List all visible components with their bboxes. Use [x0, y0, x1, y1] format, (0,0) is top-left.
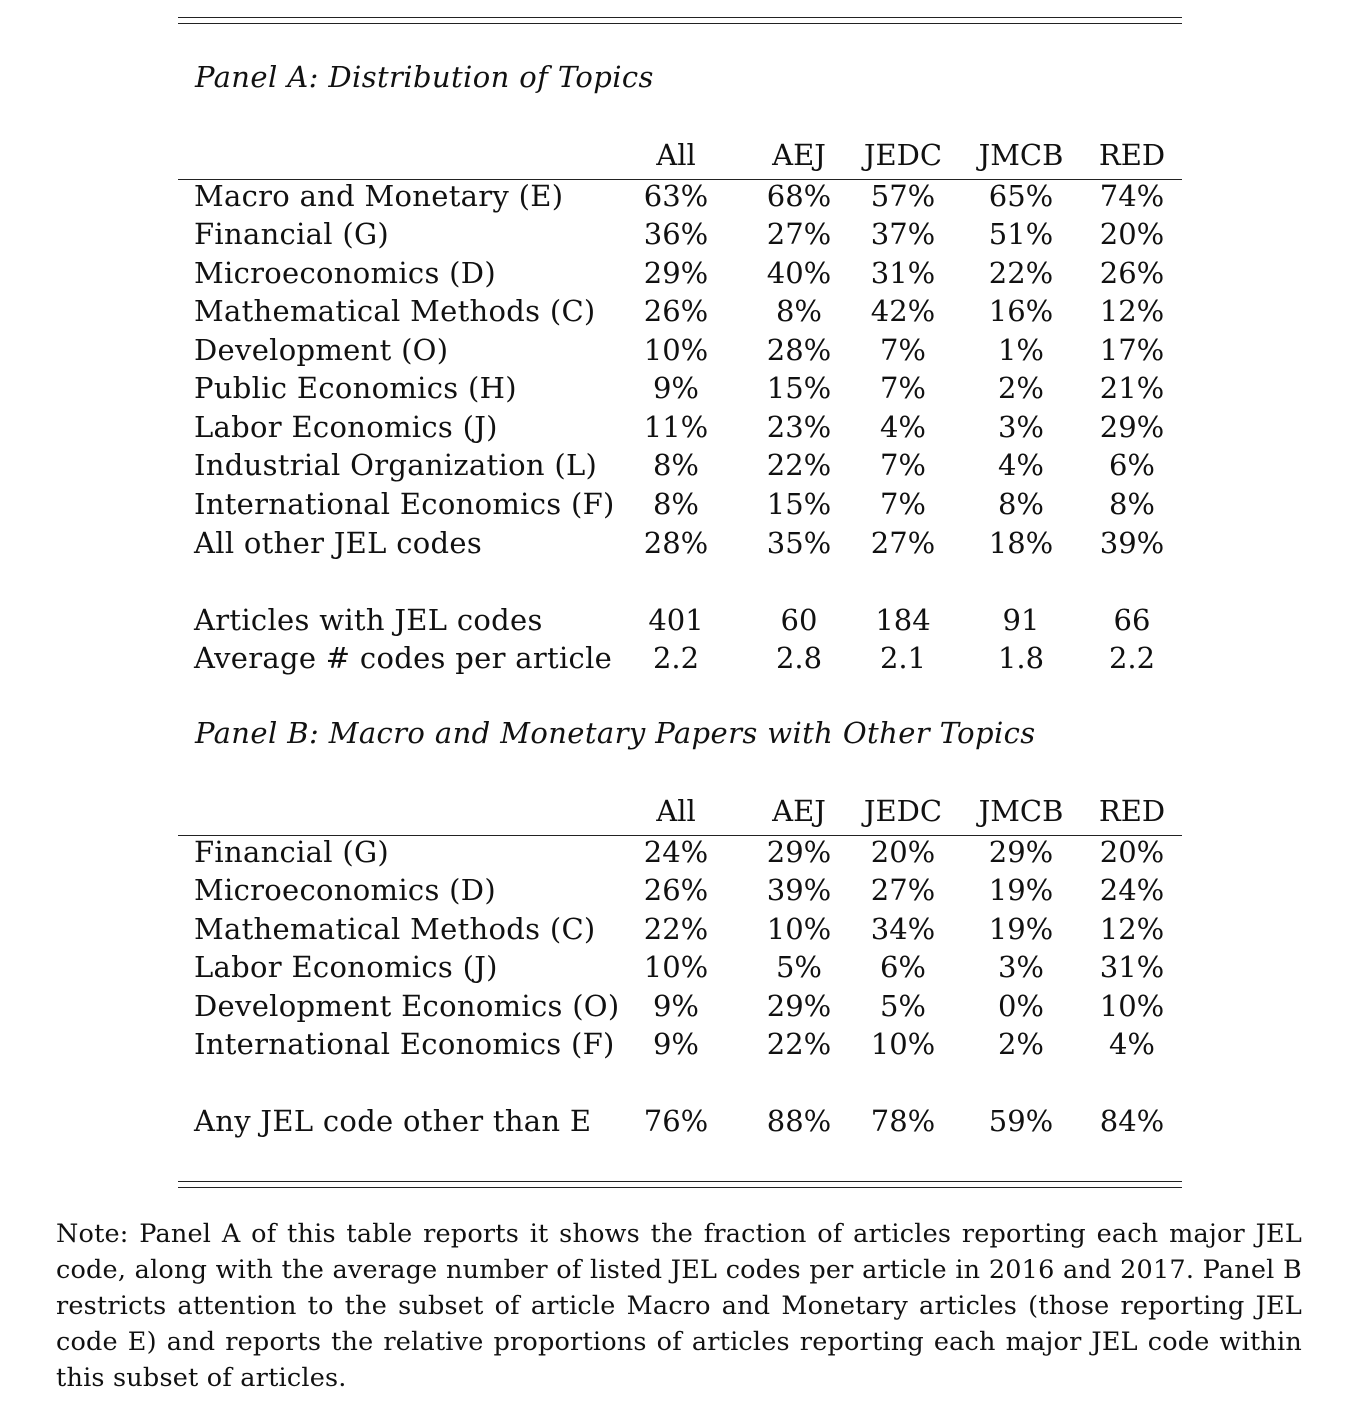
table-row [0, 989, 1348, 1028]
row-value-jedc: 184 [875, 603, 931, 637]
col-header-all: All [656, 794, 696, 828]
row-value-all: 8% [652, 448, 699, 482]
table-row [0, 950, 1348, 989]
bottom-rule-2 [178, 1187, 1182, 1188]
row-value-aej: 15% [766, 487, 832, 521]
row-value-all: 29% [643, 256, 709, 290]
row-label: Mathematical Methods (C) [194, 294, 596, 328]
row-value-jmcb: 8% [997, 487, 1044, 521]
row-value-jmcb: 22% [988, 256, 1054, 290]
row-value-jmcb: 0% [997, 989, 1044, 1023]
row-value-jedc: 27% [870, 873, 936, 907]
row-value-jedc: 2.1 [879, 641, 927, 675]
row-label: Articles with JEL codes [194, 603, 543, 637]
row-value-jmcb: 2% [997, 1027, 1044, 1061]
row-label: Microeconomics (D) [194, 256, 496, 290]
summary-row [0, 641, 1348, 680]
row-value-all: 11% [643, 410, 709, 444]
col-header-aej: AEJ [772, 794, 826, 828]
row-value-aej: 15% [766, 371, 832, 405]
row-label: Development (O) [194, 333, 449, 367]
row-value-jedc: 31% [870, 256, 936, 290]
table-row [0, 448, 1348, 487]
row-label: Mathematical Methods (C) [194, 912, 596, 946]
row-value-jmcb: 18% [988, 526, 1054, 560]
row-value-aej: 88% [766, 1104, 832, 1138]
panel-a-title: Panel A: Distribution of Topics [195, 60, 654, 94]
row-label: Average # codes per article [194, 641, 613, 675]
panel-b-title: Panel B: Macro and Monetary Papers with Other Topics [195, 716, 1036, 750]
row-value-red: 12% [1099, 294, 1165, 328]
row-value-jmcb: 29% [988, 835, 1054, 869]
row-value-jedc: 7% [879, 448, 926, 482]
row-value-aej: 60 [780, 603, 818, 637]
row-value-jedc: 78% [870, 1104, 936, 1138]
top-rule-1 [178, 17, 1182, 18]
row-value-all: 2.2 [652, 641, 700, 675]
row-value-aej: 35% [766, 526, 832, 560]
row-value-red: 39% [1099, 526, 1165, 560]
row-value-jmcb: 4% [997, 448, 1044, 482]
row-value-red: 12% [1099, 912, 1165, 946]
table-row [0, 333, 1348, 372]
row-label: Development Economics (O) [194, 989, 620, 1023]
table-row [0, 294, 1348, 333]
row-value-jmcb: 2% [997, 371, 1044, 405]
row-label: Public Economics (H) [194, 371, 517, 405]
panel-a-header [0, 138, 1348, 177]
row-value-jedc: 27% [870, 526, 936, 560]
summary-row [0, 603, 1348, 642]
table-row [0, 256, 1348, 295]
row-value-aej: 68% [766, 179, 832, 213]
row-value-jedc: 7% [879, 371, 926, 405]
row-value-jmcb: 3% [997, 950, 1044, 984]
row-value-red: 21% [1099, 371, 1165, 405]
table-note: Note: Panel A of this table reports it shows the fraction of articles reporting each major JEL code, along with the average number of listed JEL codes per article in 2016 and 2017. Panel B restricts attention to the subset of article Macro and Monetary articles (those reporting JEL code E) and reports the relative proportions of articles reporting each major JEL code within this subset of articles. [56, 1219, 1302, 1393]
row-value-red: 20% [1099, 835, 1165, 869]
col-header-red: RED [1098, 138, 1166, 172]
table-row [0, 526, 1348, 565]
row-label: All other JEL codes [194, 526, 483, 560]
row-label: Financial (G) [194, 835, 390, 869]
table-row [0, 217, 1348, 256]
row-value-jmcb: 19% [988, 873, 1054, 907]
col-header-jmcb: JMCB [978, 794, 1064, 828]
table-row [0, 835, 1348, 874]
row-label: Labor Economics (J) [194, 950, 498, 984]
row-value-jedc: 10% [870, 1027, 936, 1061]
row-value-jmcb: 59% [988, 1104, 1054, 1138]
row-value-all: 28% [643, 526, 709, 560]
row-value-jedc: 6% [879, 950, 926, 984]
row-value-jmcb: 1.8 [997, 641, 1045, 675]
row-value-jmcb: 1% [997, 333, 1044, 367]
row-label: International Economics (F) [194, 1027, 615, 1061]
row-label: Financial (G) [194, 217, 390, 251]
row-value-jmcb: 91 [1002, 603, 1040, 637]
row-value-all: 9% [652, 371, 699, 405]
table-row [0, 371, 1348, 410]
row-value-jmcb: 51% [988, 217, 1054, 251]
col-header-jedc: JEDC [863, 138, 943, 172]
row-value-aej: 10% [766, 912, 832, 946]
row-value-aej: 27% [766, 217, 832, 251]
row-value-red: 8% [1108, 487, 1155, 521]
row-value-aej: 8% [775, 294, 822, 328]
row-value-all: 10% [643, 333, 709, 367]
row-value-jedc: 20% [870, 835, 936, 869]
row-value-aej: 40% [766, 256, 832, 290]
row-value-aej: 23% [766, 410, 832, 444]
row-value-all: 36% [643, 217, 709, 251]
row-value-red: 66 [1113, 603, 1151, 637]
row-label: Any JEL code other than E [194, 1104, 592, 1138]
row-value-red: 74% [1099, 179, 1165, 213]
row-value-all: 401 [648, 603, 704, 637]
row-label: Macro and Monetary (E) [194, 179, 564, 213]
table-row [0, 873, 1348, 912]
row-value-jedc: 7% [879, 487, 926, 521]
row-value-all: 8% [652, 487, 699, 521]
row-value-aej: 22% [766, 448, 832, 482]
row-label: Microeconomics (D) [194, 873, 496, 907]
row-value-jedc: 37% [870, 217, 936, 251]
row-value-red: 29% [1099, 410, 1165, 444]
table-row [0, 912, 1348, 951]
row-value-all: 24% [643, 835, 709, 869]
row-value-jmcb: 3% [997, 410, 1044, 444]
row-value-all: 63% [643, 179, 709, 213]
row-value-all: 26% [643, 873, 709, 907]
row-value-aej: 28% [766, 333, 832, 367]
row-value-jedc: 5% [879, 989, 926, 1023]
row-value-jedc: 4% [879, 410, 926, 444]
panel-b-header [0, 794, 1348, 833]
row-value-all: 9% [652, 989, 699, 1023]
col-header-jedc: JEDC [863, 794, 943, 828]
row-value-red: 26% [1099, 256, 1165, 290]
row-value-aej: 29% [766, 835, 832, 869]
row-value-all: 10% [643, 950, 709, 984]
row-value-red: 10% [1099, 989, 1165, 1023]
col-header-aej: AEJ [772, 138, 826, 172]
row-value-aej: 22% [766, 1027, 832, 1061]
table-row [0, 487, 1348, 526]
row-value-red: 4% [1108, 1027, 1155, 1061]
row-value-all: 26% [643, 294, 709, 328]
row-label: Industrial Organization (L) [194, 448, 598, 482]
row-value-jmcb: 65% [988, 179, 1054, 213]
row-label: Labor Economics (J) [194, 410, 498, 444]
row-value-red: 17% [1099, 333, 1165, 367]
row-value-jedc: 7% [879, 333, 926, 367]
col-header-jmcb: JMCB [978, 138, 1064, 172]
row-value-jmcb: 16% [988, 294, 1054, 328]
row-value-all: 22% [643, 912, 709, 946]
row-value-red: 84% [1099, 1104, 1165, 1138]
summary-row [0, 1104, 1348, 1143]
row-value-aej: 2.8 [775, 641, 823, 675]
bottom-rule-1 [178, 1181, 1182, 1182]
table-row [0, 179, 1348, 218]
row-value-jedc: 42% [870, 294, 936, 328]
table-row [0, 410, 1348, 449]
row-value-jedc: 57% [870, 179, 936, 213]
row-value-aej: 29% [766, 989, 832, 1023]
row-value-red: 20% [1099, 217, 1165, 251]
top-rule-2 [178, 23, 1182, 24]
row-value-jedc: 34% [870, 912, 936, 946]
row-value-red: 6% [1108, 448, 1155, 482]
row-label: International Economics (F) [194, 487, 615, 521]
row-value-red: 2.2 [1108, 641, 1156, 675]
row-value-jmcb: 19% [988, 912, 1054, 946]
row-value-red: 31% [1099, 950, 1165, 984]
row-value-all: 76% [643, 1104, 709, 1138]
row-value-aej: 39% [766, 873, 832, 907]
table-row [0, 1027, 1348, 1066]
row-value-red: 24% [1099, 873, 1165, 907]
row-value-aej: 5% [775, 950, 822, 984]
row-value-all: 9% [652, 1027, 699, 1061]
col-header-all: All [656, 138, 696, 172]
col-header-red: RED [1098, 794, 1166, 828]
